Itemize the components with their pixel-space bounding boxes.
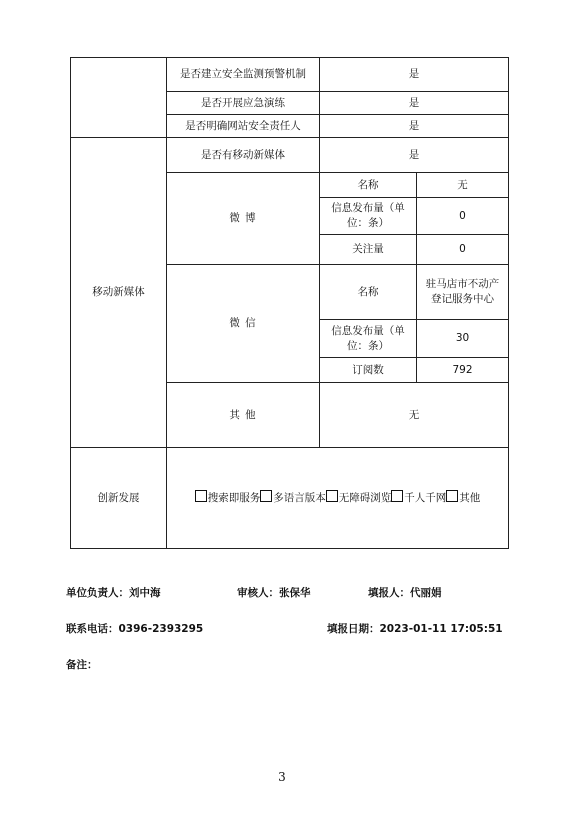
question-cell: 是否建立安全监测预警机制 <box>167 58 320 92</box>
checkbox-icon[interactable] <box>446 490 458 502</box>
answer-cell: 是 <box>320 115 509 138</box>
answer-cell: 是 <box>320 138 509 173</box>
wechat-name-value: 驻马店市不动产登记服务中心 <box>417 265 509 320</box>
weibo-name-label: 名称 <box>320 173 417 198</box>
top-section-blank <box>71 58 167 138</box>
option-label: 千人千网 <box>404 492 447 504</box>
contact-phone: 联系电话：0396-2393295 <box>66 623 204 635</box>
question-cell: 是否明确网站安全责任人 <box>167 115 320 138</box>
checkbox-icon[interactable] <box>195 490 207 502</box>
wechat-subs-label: 订阅数 <box>320 358 417 383</box>
other-value: 无 <box>320 383 509 448</box>
filler: 填报人：代丽娟 <box>368 587 442 599</box>
option-label: 无障碍浏览 <box>338 492 392 504</box>
option-label: 搜索即服务 <box>207 492 261 504</box>
answer-cell: 是 <box>320 92 509 115</box>
checkbox-icon[interactable] <box>326 490 338 502</box>
unit-head: 单位负责人：刘中海 <box>66 587 161 599</box>
weibo-follow-value: 0 <box>417 235 509 265</box>
report-table <box>70 57 509 549</box>
reviewer: 审核人：张保华 <box>237 587 311 599</box>
checkbox-icon[interactable] <box>391 490 403 502</box>
weibo-follow-label: 关注量 <box>320 235 417 265</box>
mobile-media-section-label: 移动新媒体 <box>71 138 167 448</box>
wechat-subs-value: 792 <box>417 358 509 383</box>
checkbox-icon[interactable] <box>260 490 272 502</box>
weibo-name-value: 无 <box>417 173 509 198</box>
question-cell: 是否有移动新媒体 <box>167 138 320 173</box>
remark: 备注： <box>66 659 98 671</box>
weibo-posts-value: 0 <box>417 198 509 235</box>
wechat-name-label: 名称 <box>320 265 417 320</box>
question-cell: 是否开展应急演练 <box>167 92 320 115</box>
other-label: 其 他 <box>167 383 320 448</box>
innovation-label: 创新发展 <box>71 448 167 549</box>
wechat-posts-value: 30 <box>417 320 509 358</box>
wechat-posts-label: 信息发布量（单位：条） <box>320 320 417 358</box>
answer-cell: 是 <box>320 58 509 92</box>
page-number: 3 <box>278 770 286 784</box>
wechat-label: 微 信 <box>167 265 320 383</box>
weibo-label: 微 博 <box>167 173 320 265</box>
innovation-options <box>167 448 509 549</box>
option-label: 多语言版本 <box>273 492 326 504</box>
weibo-posts-label: 信息发布量（单位：条） <box>320 198 417 235</box>
fill-date: 填报日期：2023-01-11 17:05:51 <box>327 623 503 635</box>
option-label: 其他 <box>459 492 481 504</box>
